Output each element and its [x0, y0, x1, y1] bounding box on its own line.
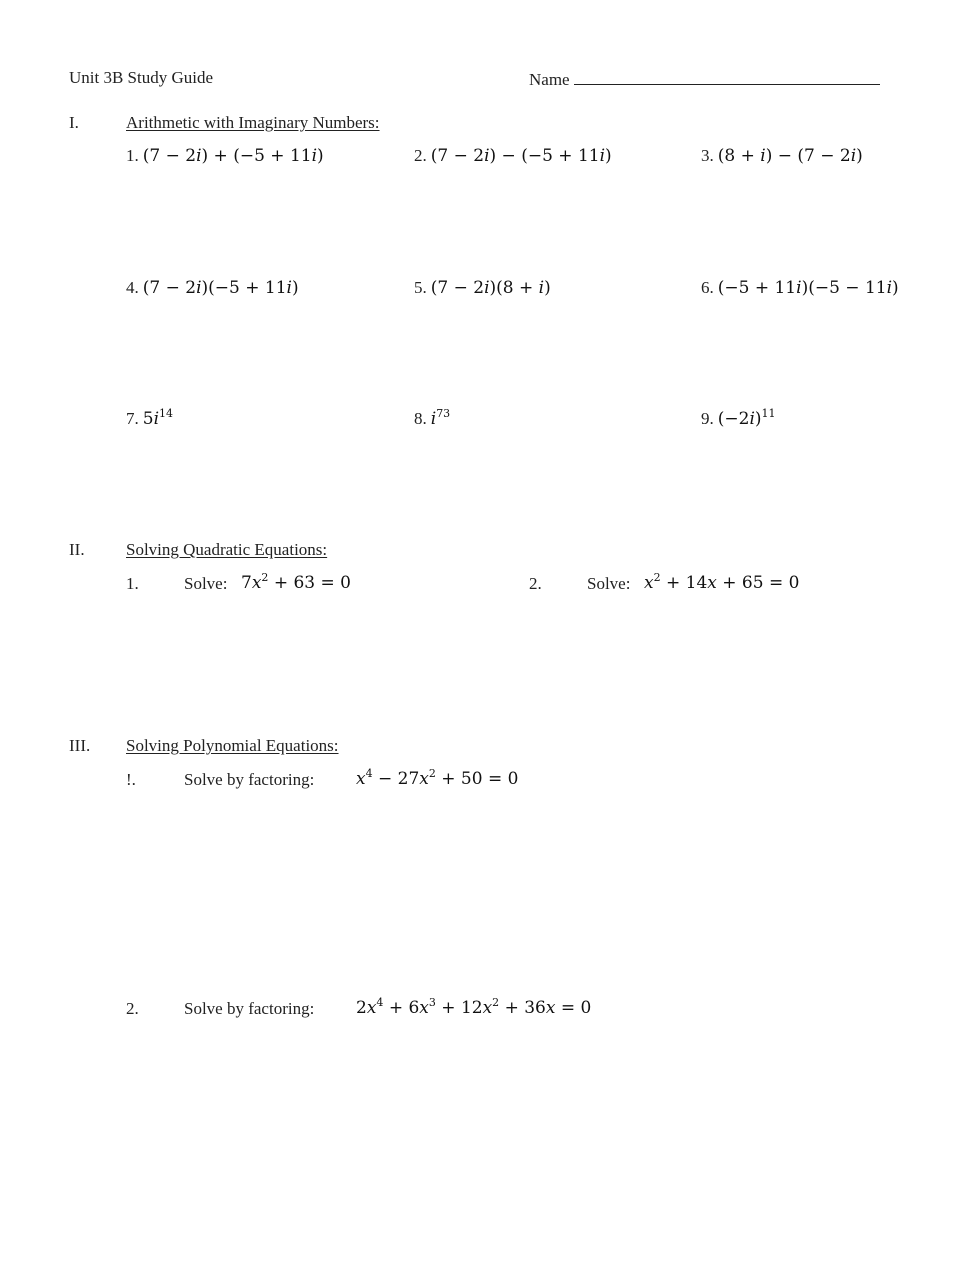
problem-number: 4.: [126, 278, 139, 297]
problem-expression: (7 − 2i)(8 + i): [430, 278, 551, 298]
problem-label: Solve:: [184, 574, 228, 593]
problem-number: 1.: [126, 574, 139, 593]
problem-item: [701, 146, 863, 166]
problem-item: [414, 409, 450, 429]
name-blank-line[interactable]: [574, 68, 880, 85]
problem-number: 2.: [414, 146, 427, 165]
problem-label: Solve by factoring:: [184, 770, 315, 789]
problem-expression: (7 − 2i)(−5 + 11i): [142, 278, 299, 298]
problem-number: !.: [126, 770, 136, 789]
problem-label: Solve by factoring:: [184, 999, 315, 1018]
problem-number: 9.: [701, 409, 714, 428]
problem-item: [414, 278, 551, 298]
problem-expression: $7x^2 + 63 = 0$: [241, 571, 351, 593]
section-heading: Solving Quadratic Equations:: [126, 540, 328, 559]
problem-expression: $5i^{14}$: [142, 407, 174, 429]
problem-expression: (8 + i) − (7 − 2i): [717, 146, 863, 166]
problem-item: [701, 409, 776, 429]
problem-number: 7.: [126, 409, 139, 428]
section-heading: Solving Polynomial Equations:: [126, 736, 339, 755]
section-numeral: I.: [69, 113, 79, 132]
problem-item: [701, 278, 899, 298]
problem-number: 5.: [414, 278, 427, 297]
problem-expression: $(-2i)^{11}$: [717, 407, 776, 429]
section-numeral: II.: [69, 540, 85, 559]
problem-number: 3.: [701, 146, 714, 165]
problem-expression: (7 − 2i) − (−5 + 11i): [430, 146, 612, 166]
problem-item: [126, 409, 173, 429]
problem-number: 1.: [126, 146, 139, 165]
problem-number: 2.: [529, 574, 542, 593]
problem-expression: (−5 + 11i)(−5 − 11i): [717, 278, 899, 298]
problem-expression: $i^{73}$: [430, 407, 451, 429]
problem-number: 6.: [701, 278, 714, 297]
section-numeral: III.: [69, 736, 91, 755]
name-label: Name: [529, 70, 570, 89]
problem-expression: (7 − 2i) + (−5 + 11i): [142, 146, 324, 166]
problem-label: Solve:: [587, 574, 631, 593]
section-heading: Arithmetic with Imaginary Numbers:: [126, 113, 380, 132]
name-field[interactable]: [529, 68, 880, 90]
problem-expression: $x^2 + 14x + 65 = 0$: [644, 571, 800, 593]
problem-number: 8.: [414, 409, 427, 428]
problem-expression: $2x^4 + 6x^3 + 12x^2 + 36x = 0$: [356, 996, 592, 1018]
problem-item: [126, 146, 324, 166]
document-title: Unit 3B Study Guide: [69, 68, 214, 87]
problem-expression: $x^4 - 27x^2 + 50 = 0$: [356, 767, 519, 789]
problem-item: [414, 146, 612, 166]
problem-number: 2.: [126, 999, 139, 1018]
problem-item: [126, 278, 299, 298]
